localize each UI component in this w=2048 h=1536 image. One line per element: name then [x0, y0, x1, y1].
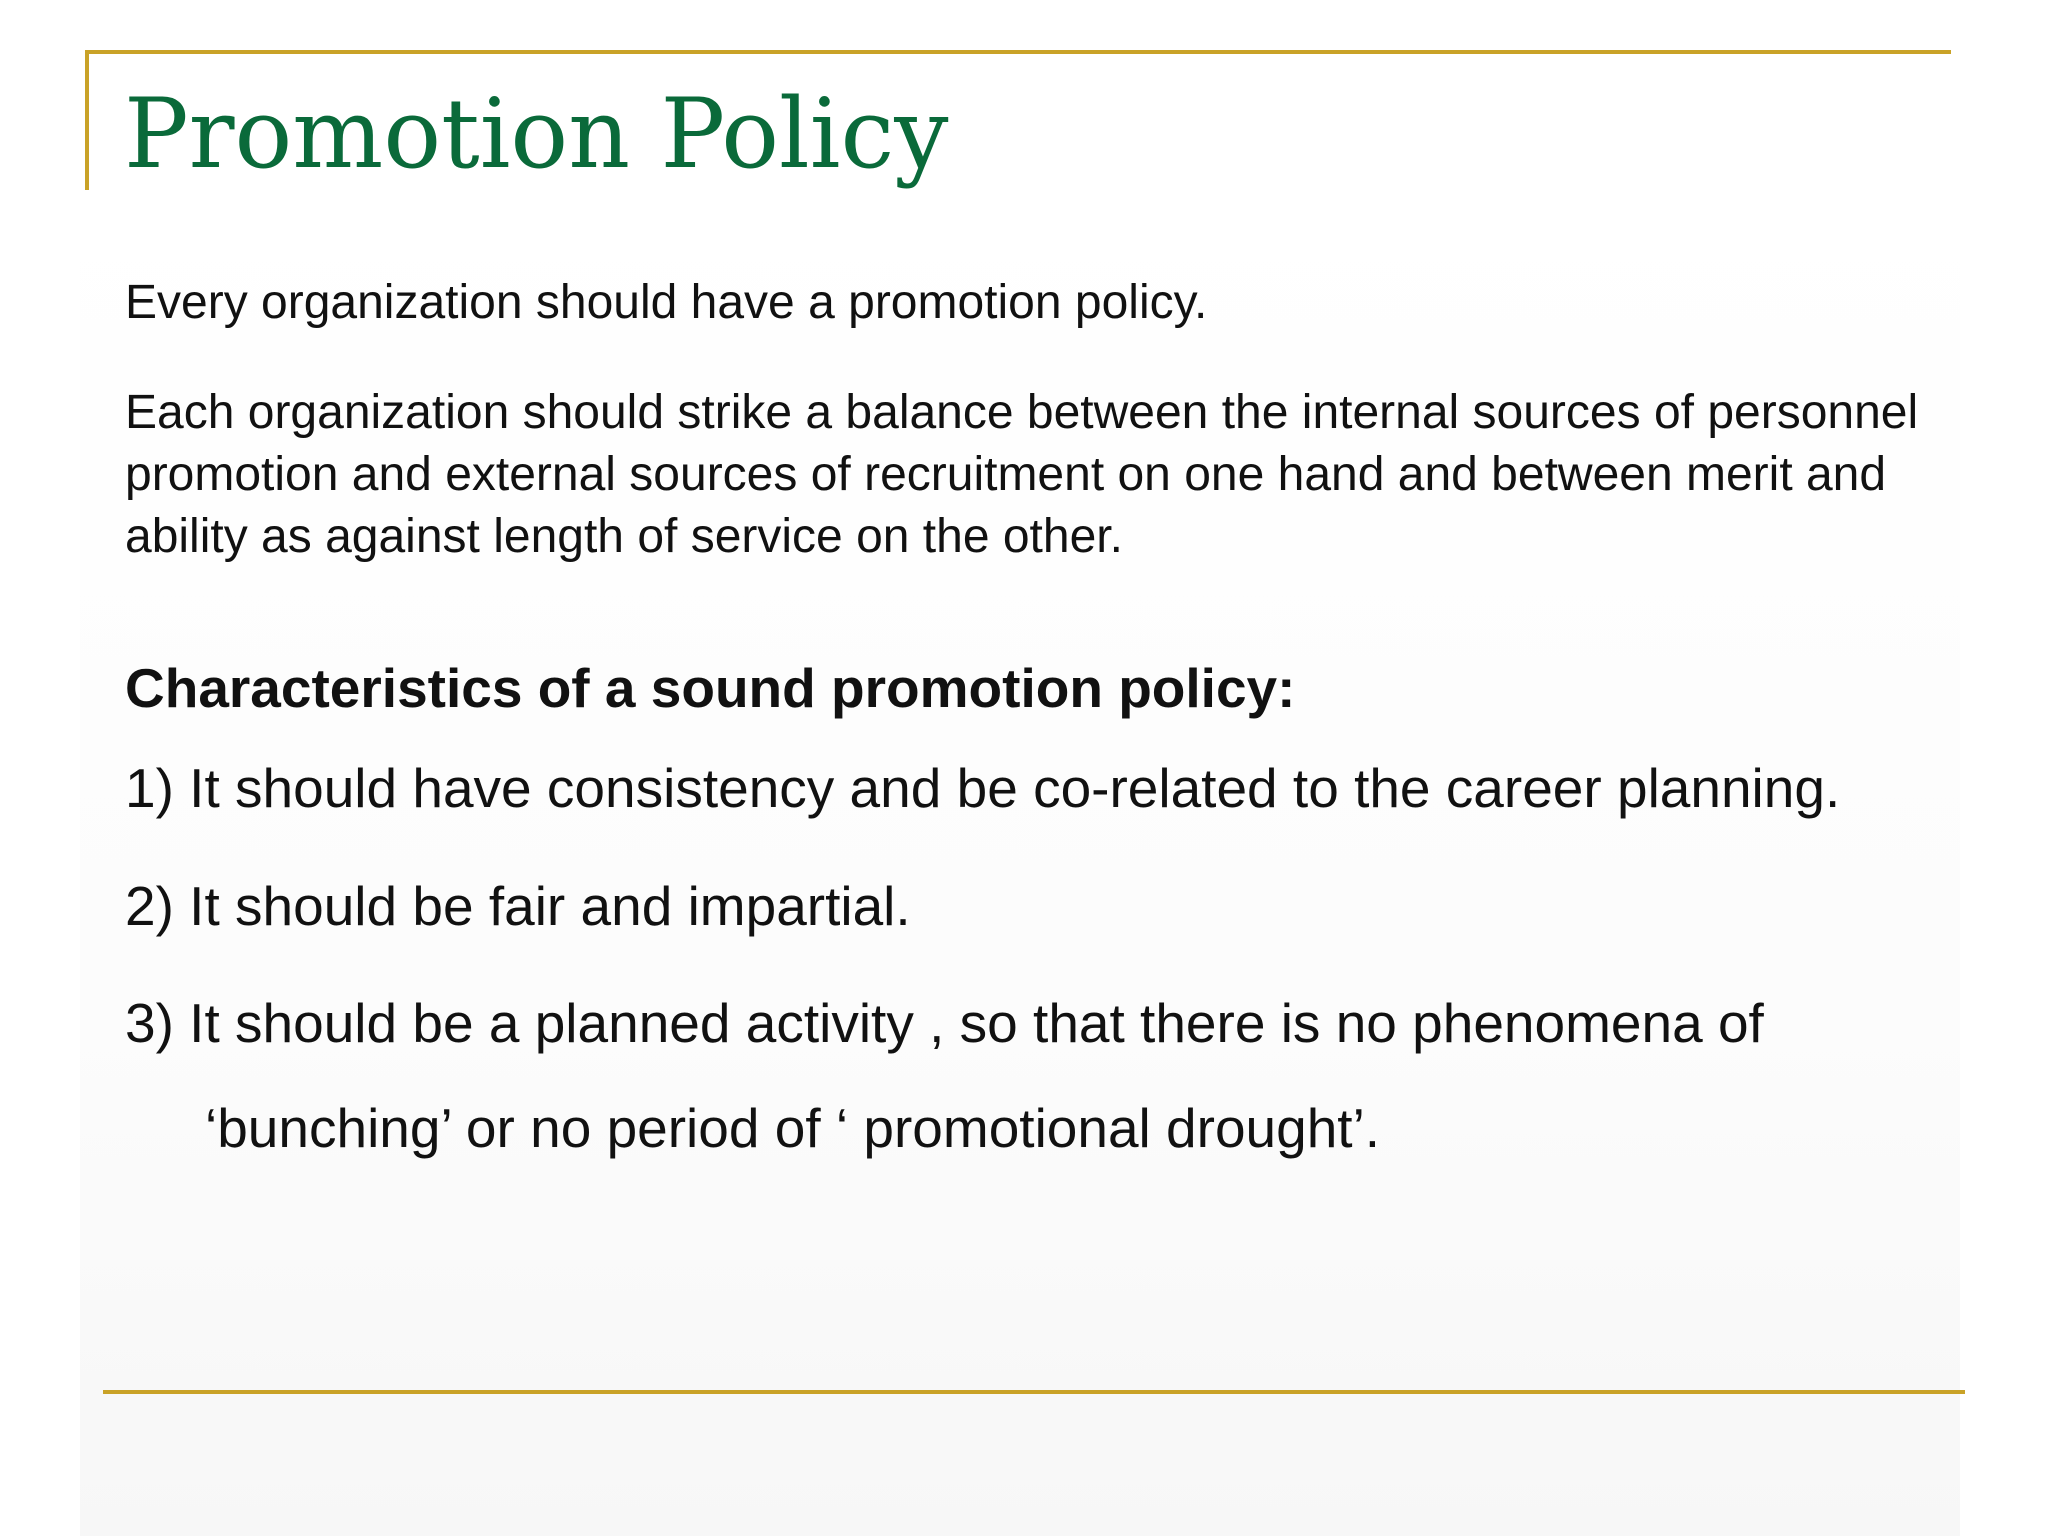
list-item-fair: 2) It should be fair and impartial.: [125, 875, 911, 937]
balance-paragraph: Each organization should strike a balance between the internal sources of personnel promotion and external sources of recruitment on one hand and between merit and ability as against length of service on the other.: [125, 386, 1919, 563]
intro-paragraph: Every organization should have a promotion policy.: [125, 276, 1208, 329]
list-item-consistency: 1) It should have consistency and be co-related to the career planning.: [125, 757, 1841, 819]
slide-title: Promotion Policy: [124, 78, 949, 190]
top-accent-rule: [85, 50, 1951, 54]
bottom-accent-rule: [103, 1390, 1965, 1394]
left-accent-rule: [85, 50, 89, 190]
list-item-planned: 3) It should be a planned activity , so that there is no phenomena of: [125, 992, 1764, 1054]
characteristics-heading: Characteristics of a sound promotion policy:: [125, 657, 1296, 719]
list-item-planned-continued: ‘bunching’ or no period of ‘ promotional drought’.: [205, 1097, 1381, 1159]
